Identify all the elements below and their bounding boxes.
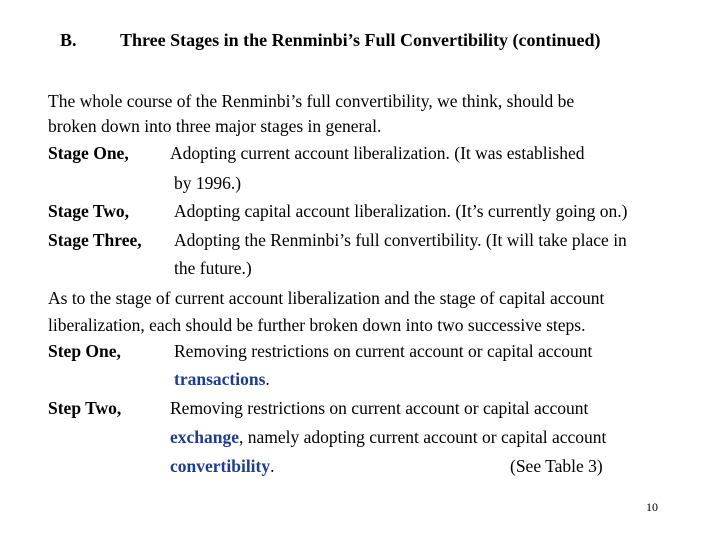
transition-line-2: liberalization, each should be further broken down into two successive steps. (48, 315, 586, 335)
step-one-text: Removing restrictions on current account or capital account (174, 341, 593, 361)
step-two-period: . (270, 456, 275, 476)
step-two-label: Step Two, (48, 398, 122, 418)
keyword-transactions: transactions (174, 369, 266, 389)
table-reference: (See Table 3) (510, 456, 603, 476)
stage-one-text: Adopting current account liberalization. (It was established (170, 143, 585, 163)
step-one-period: . (265, 369, 270, 389)
intro-line-1: The whole course of the Renminbi’s full convertibility, we think, should be (48, 91, 575, 111)
stage-three-label: Stage Three, (48, 230, 142, 250)
step-two-line2-rest: , namely adopting current account or capital account (239, 427, 607, 447)
stage-one-text-cont: by 1996.) (174, 173, 242, 193)
keyword-convertibility: convertibility (170, 456, 271, 476)
step-two-text: Removing restrictions on current account or capital account (170, 398, 589, 418)
section-label: B. (60, 30, 77, 50)
stage-two-text: Adopting capital account liberalization. (It’s currently going on.) (174, 201, 628, 221)
step-one-text-cont (174, 371, 270, 389)
intro-line-2: broken down into three major stages in general. (48, 116, 382, 136)
step-one-label: Step One, (48, 341, 121, 361)
stage-one-label: Stage One, (48, 143, 129, 163)
keyword-exchange: exchange (170, 427, 240, 447)
page-number: 10 (646, 500, 658, 514)
step-two-text-cont-2 (170, 458, 275, 476)
stage-three-text: Adopting the Renminbi’s full convertibility. (It will take place in (174, 230, 627, 250)
stage-two-label: Stage Two, (48, 201, 130, 221)
page-title: Three Stages in the Renminbi’s Full Convertibility (continued) (120, 30, 601, 50)
stage-three-text-cont: the future.) (174, 258, 252, 278)
step-two-text-cont (170, 429, 606, 447)
transition-line-1: As to the stage of current account liberalization and the stage of capital account (48, 288, 605, 308)
